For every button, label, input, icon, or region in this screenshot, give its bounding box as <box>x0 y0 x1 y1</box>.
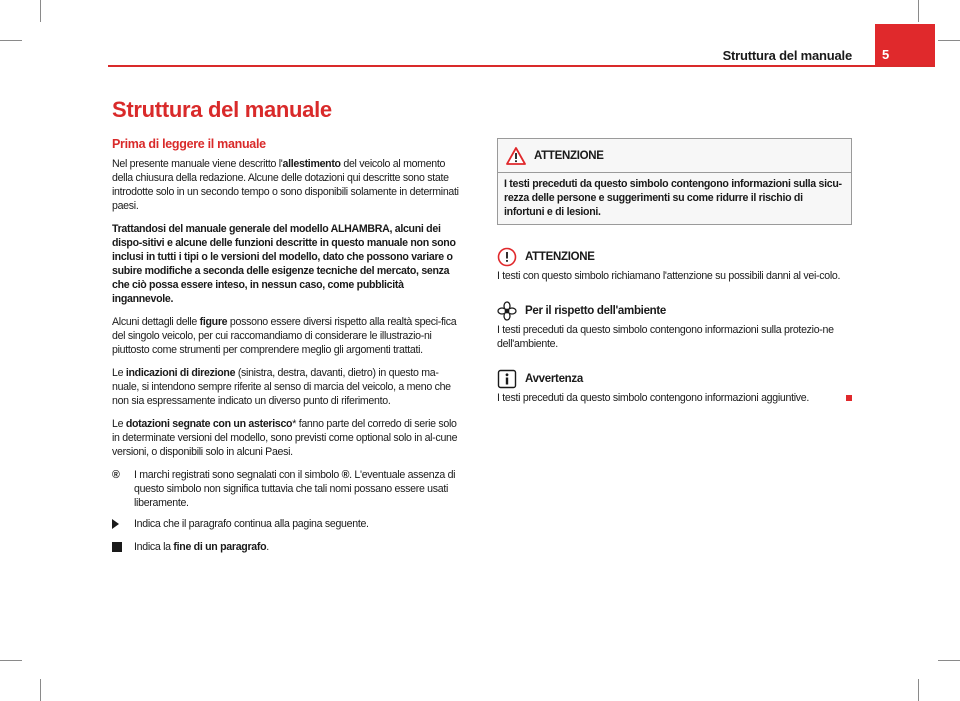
warning-box-text: I testi preceduti da questo simbolo contengono informazioni sulla sicu-rezza delle persone e suggerimenti su come ridurre il rischio di infortuni e di lesioni. <box>504 178 842 218</box>
caution-notice <box>497 247 852 283</box>
paragraph-alhambra: Trattandosi del manuale generale del modello ALHAMBRA, alcuni dei dispo-sitivi e alcune delle funzioni descritte in questo manuale non sono inclusi in tutti i tipi o le versioni del modello, dato che possono variare o subire modifiche a seconda delle esigenze tecniche del mercato, senza che ciò possa essere inteso, in nessun caso, come pubblicità ingannevole. <box>112 223 456 305</box>
crop-mark <box>918 0 919 22</box>
paragraph-allestimento: Nel presente manuale viene descritto l'allestimento del veicolo al momento della chiusura della redazione. Alcune delle dotazioni qui descritte sono state introdotte solo in un secondo tempo o sono disponibili solamente in determinati paesi. <box>112 158 459 212</box>
paragraph-direzione: Le indicazioni di direzione (sinistra, destra, davanti, dietro) in questo ma-nuale, si intendono sempre riferite al senso di marcia del veicolo, a meno che non sia espressamente indicato un diverso punto di riferimento. <box>112 367 451 407</box>
crop-mark <box>918 679 919 701</box>
page-title: Struttura del manuale <box>112 97 332 122</box>
crop-mark <box>40 0 41 22</box>
end-of-paragraph-icon <box>112 542 122 552</box>
registered-icon: ® <box>112 469 120 481</box>
info-text: I testi preceduti da questo simbolo contengono informazioni aggiuntive. <box>497 392 810 404</box>
right-column <box>497 138 852 405</box>
caution-text: I testi con questo simbolo richiamano l'attenzione su possibili danni al vei-colo. <box>497 270 841 282</box>
page-number: 5 <box>882 47 890 62</box>
header-section-title: Struttura del manuale <box>722 48 852 63</box>
paragraph-asterisco: Le dotazioni segnate con un asterisco* fanno parte del corredo di serie solo in determinate versioni del modello, sono previsti come optional solo in al-cune versioni, o disponibili solo in alcuni Paesi. <box>112 418 458 458</box>
info-notice <box>497 369 852 405</box>
environment-title: Per il rispetto dell'ambiente <box>525 305 667 317</box>
crop-mark <box>938 40 960 41</box>
crop-mark <box>0 660 22 661</box>
crop-mark <box>40 679 41 701</box>
environment-notice <box>497 301 852 351</box>
paragraph-figure: Alcuni dettagli delle figure possono essere diversi rispetto alla realtà speci-fica del singolo veicolo, per cui raccomandiamo di considerare le illustrazio-ni piuttosto come strumenti per comprendere meglio gli argomenti trattati. <box>112 316 457 356</box>
info-note-icon <box>497 369 517 389</box>
page-number-tab <box>875 24 935 67</box>
list-item: ® I marchi registrati sono segnalati con il simbolo ®. L'eventuale assenza di questo simbolo non significa tuttavia che tali nomi possano essere usati liberamente. <box>112 469 456 509</box>
section-heading: Prima di leggere il manuale <box>112 137 266 151</box>
info-title: Avvertenza <box>525 373 583 385</box>
crop-mark <box>938 660 960 661</box>
left-column <box>112 137 465 563</box>
warning-triangle-icon <box>506 147 526 165</box>
end-of-section-icon <box>846 395 852 401</box>
caution-circle-icon <box>497 247 517 267</box>
header-rule <box>108 65 935 67</box>
warning-box-title: ATTENZIONE <box>534 149 604 162</box>
list-item: Indica che il paragrafo continua alla pagina seguente. <box>112 517 465 533</box>
list-item: Indica la fine di un paragrafo. <box>112 540 465 556</box>
flower-environment-icon <box>497 301 517 321</box>
environment-text: I testi preceduti da questo simbolo contengono informazioni sulla protezio-ne dell'ambiente. <box>497 324 834 350</box>
symbol-legend <box>112 468 465 556</box>
continue-arrow-icon <box>112 519 119 529</box>
safety-warning-box <box>497 138 852 225</box>
crop-mark <box>0 40 22 41</box>
caution-title: ATTENZIONE <box>525 251 595 263</box>
